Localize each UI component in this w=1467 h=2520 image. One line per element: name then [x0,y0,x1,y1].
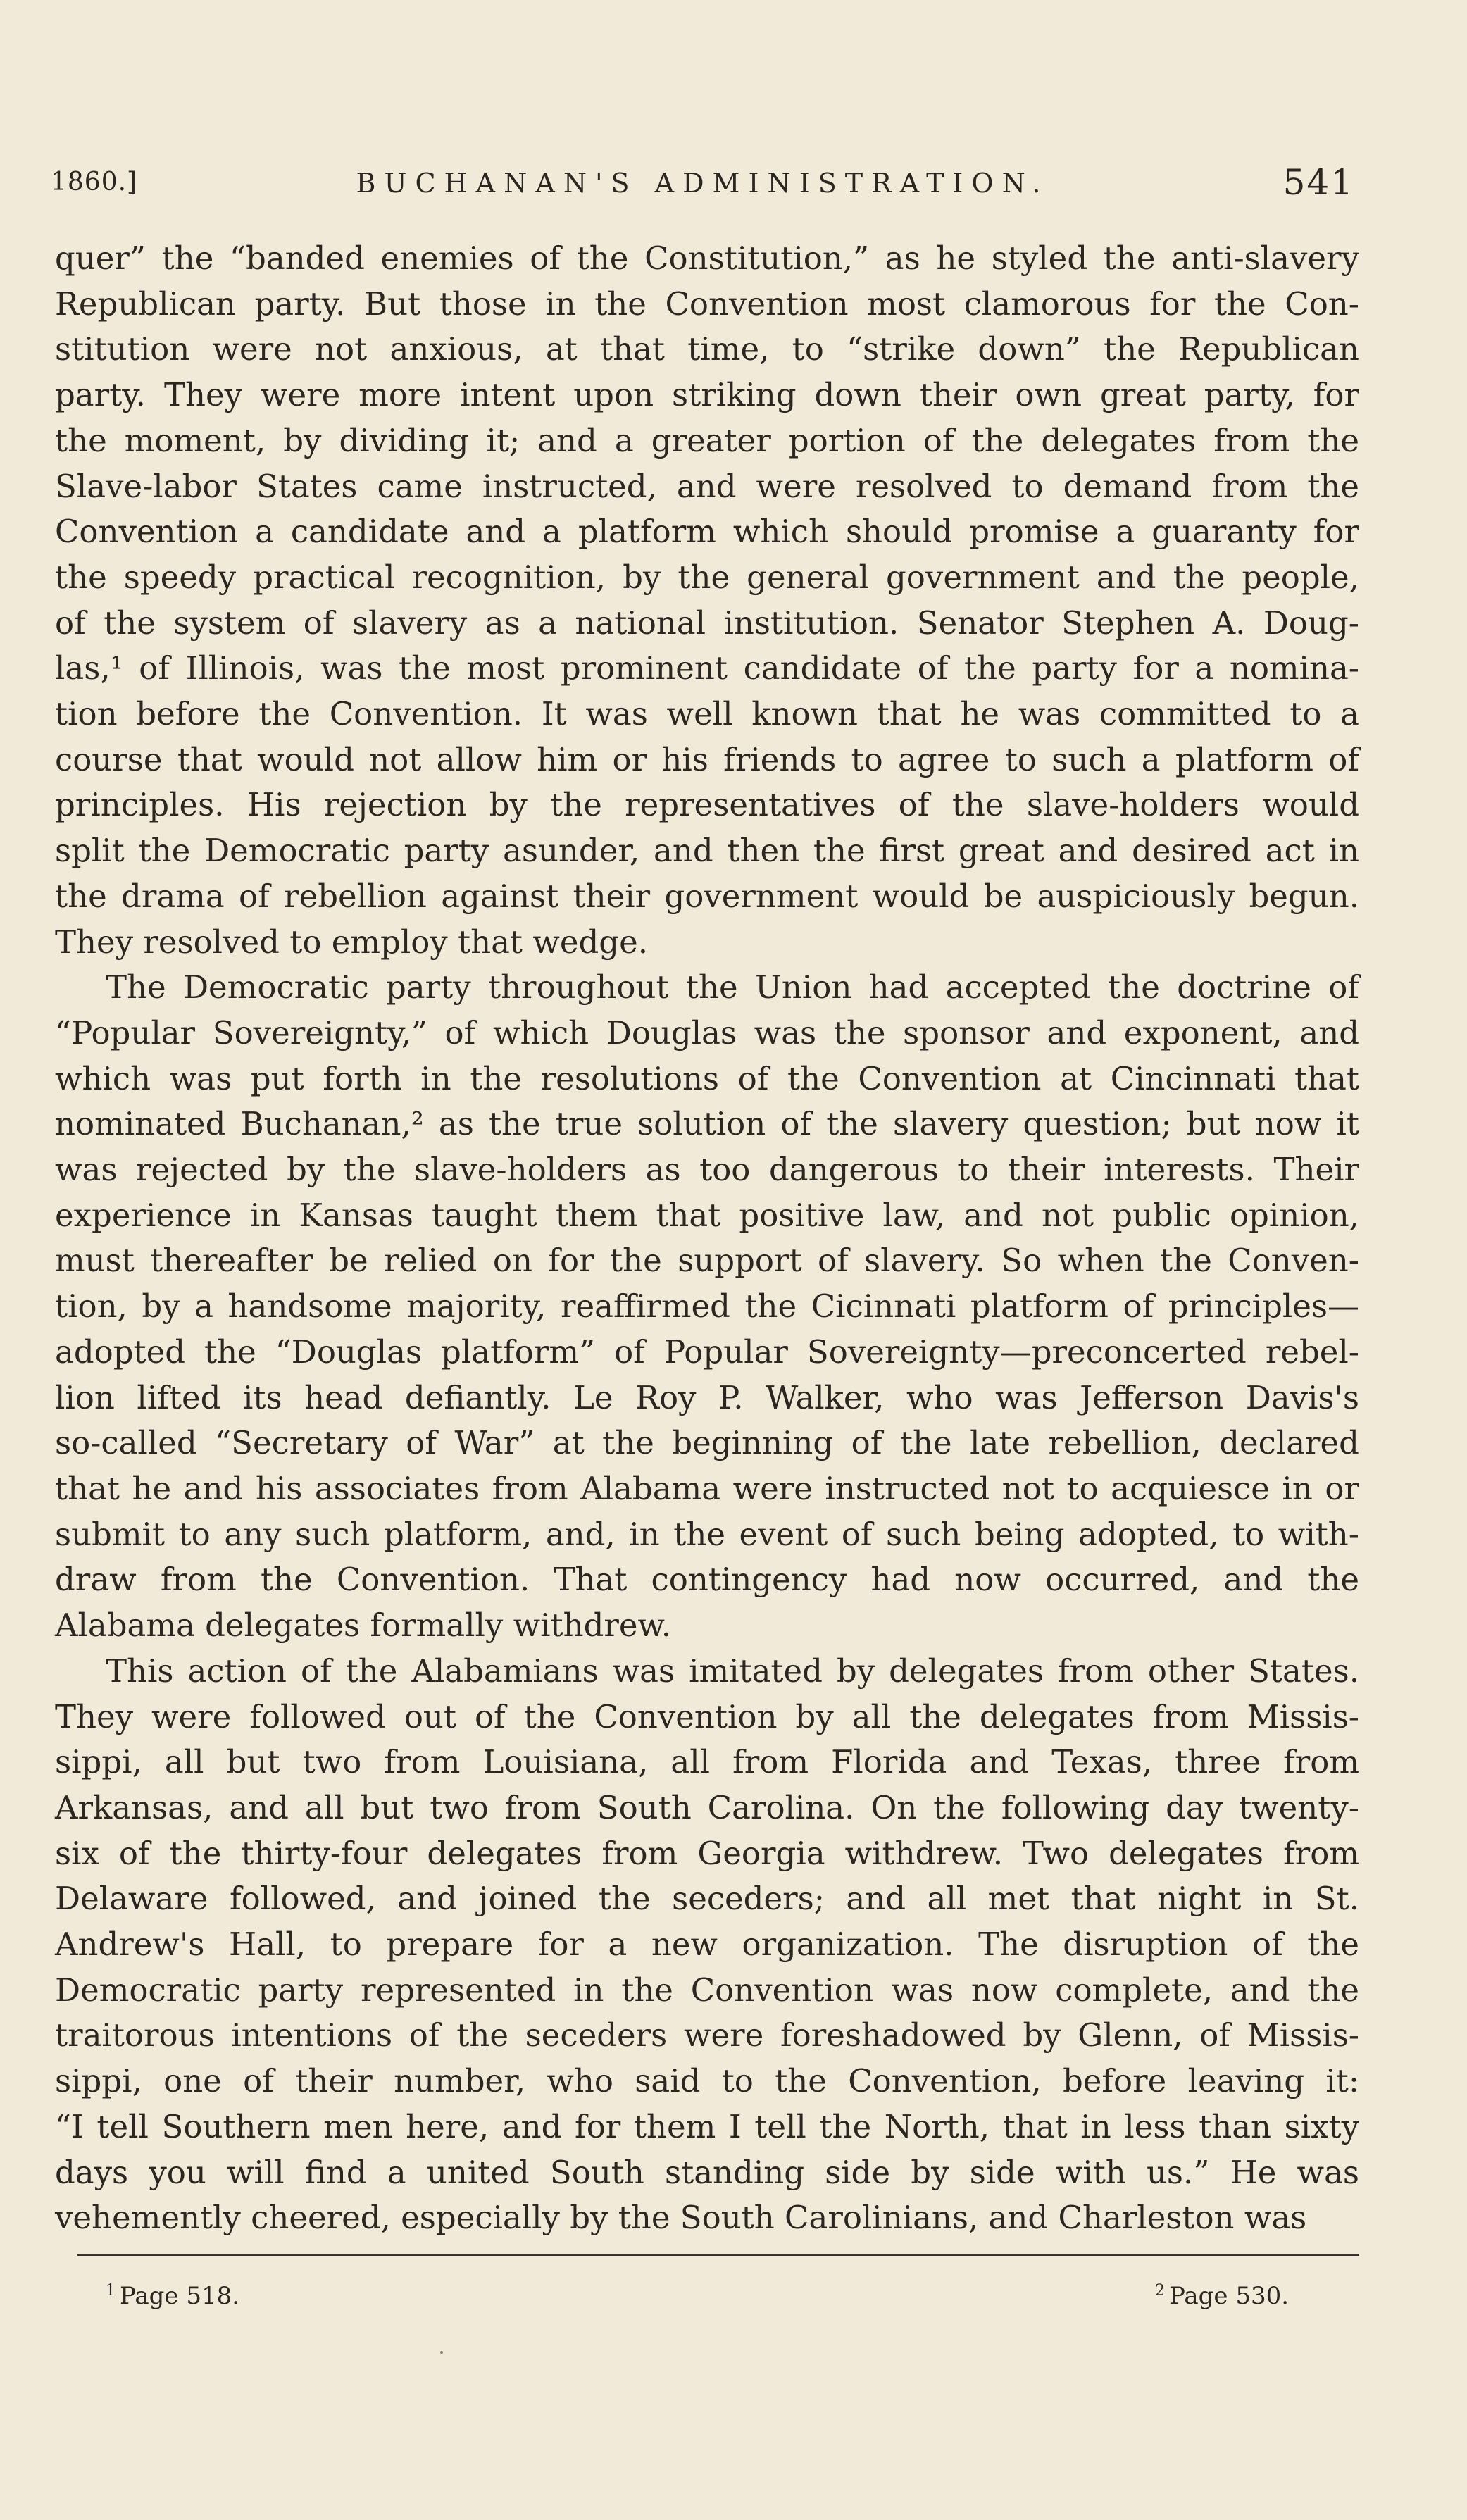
footnote-divider [77,2254,1359,2256]
footnote-2-mark: 2 [1155,2282,1165,2300]
text-line: draw from the Convention. That contingency had now occurred, and the [55,1561,1359,1599]
text-line: “Popular Sovereignty,” of which Douglas was the sponsor and exponent, and [55,1013,1359,1052]
text-line: the drama of rebellion against their government would be auspiciously begun. [55,877,1359,915]
text-line: The Democratic party throughout the Union had accepted the doctrine of [106,968,1359,1006]
text-line: so-called “Secretary of War” at the beginning of the late rebellion, declared [55,1424,1359,1462]
text-line: They resolved to employ that wedge. [55,923,649,961]
text-line: Convention a candidate and a platform which should promise a guaranty for [55,513,1359,551]
text-line: Arkansas, and all but two from South Carolina. On the following day twenty- [55,1788,1359,1826]
paragraph-2 [55,965,1359,1649]
text-line: six of the thirty-four delegates from Georgia withdrew. Two delegates from [55,1834,1359,1872]
text-line: tion before the Convention. It was well known that he was committed to a [55,695,1359,733]
text-line: traitorous intentions of the seceders were foreshadowed by Glenn, of Missis- [55,2016,1359,2054]
text-line: submit to any such platform, and, in the event of such being adopted, to with- [55,1515,1359,1553]
text-line: party. They were more intent upon striking down their own great party, for [55,376,1359,414]
text-line: sippi, one of their number, who said to the Convention, before leaving it: [55,2062,1359,2100]
text-line: This action of the Alabamians was imitated by delegates from other States. [106,1652,1359,1690]
text-line: Alabama delegates formally withdrew. [55,1607,672,1645]
footnote-2-text: Page 530. [1169,2282,1290,2310]
page-number: 541 [1282,162,1354,203]
footnote-1-text: Page 518. [120,2282,240,2310]
text-line: principles. His rejection by the representatives of the slave-holders would [55,786,1359,824]
text-line: las,¹ of Illinois, was the most prominent candidate of the party for a nomina- [55,649,1359,687]
footnote-1 [106,2282,239,2310]
text-line: quer” the “banded enemies of the Constitution,” as he styled the anti-slavery [55,239,1359,277]
text-line: They were followed out of the Convention by all the delegates from Missis- [55,1697,1359,1735]
text-line: Andrew's Hall, to prepare for a new organization. The disruption of the [55,1926,1359,1964]
text-line: experience in Kansas taught them that positive law, and not public opinion, [55,1196,1359,1234]
text-line: the moment, by dividing it; and a greater portion of the delegates from the [55,421,1359,459]
text-line: split the Democratic party asunder, and then the first great and desired act in [55,832,1359,870]
text-line: lion lifted its head defiantly. Le Roy P. Walker, who was Jefferson Davis's [55,1378,1359,1416]
text-line: vehemently cheered, especially by the South Carolinians, and Charleston was [55,2199,1307,2237]
body-text [55,236,1359,2241]
text-line: Democratic party represented in the Convention was now complete, and the [55,1971,1359,2009]
text-line: which was put forth in the resolutions of the Convention at Cincinnati that [55,1059,1359,1097]
text-line: sippi, all but two from Louisiana, all from Florida and Texas, three from [55,1743,1359,1781]
text-line: course that would not allow him or his friends to agree to such a platform of [55,740,1359,778]
text-line: days you will find a united South standing side by side with us.” He was [55,2153,1359,2191]
paragraph-1 [55,236,1359,965]
paper-speck [440,2351,443,2354]
text-line: Delaware followed, and joined the seceders; and all met that night in St. [55,1880,1359,1918]
text-line: tion, by a handsome majority, reaffirmed the Cicinnati platform of principles— [55,1287,1359,1326]
paragraph-3 [55,1649,1359,2241]
running-head [51,162,1354,204]
text-line: that he and his associates from Alabama were instructed not to acquiesce in or [55,1469,1359,1507]
text-line: the speedy practical recognition, by the general government and the people, [55,558,1359,596]
header-year: 1860.] [51,168,138,197]
footnote-1-mark: 1 [106,2282,116,2300]
text-line: of the system of slavery as a national institution. Senator Stephen A. Doug- [55,604,1359,642]
text-line: Slave-labor States came instructed, and were resolved to demand from the [55,467,1359,505]
header-title: BUCHANAN'S ADMINISTRATION. [356,168,1049,199]
text-line: Republican party. But those in the Convention most clamorous for the Con- [55,285,1359,323]
text-line: “I tell Southern men here, and for them I tell the North, that in less than sixty [55,2107,1359,2145]
text-line: adopted the “Douglas platform” of Popular Sovereignty—preconcerted rebel- [55,1333,1359,1371]
text-line: nominated Buchanan,² as the true solution of the slavery question; but now it [55,1105,1359,1143]
text-line: stitution were not anxious, at that time, to “strike down” the Republican [55,330,1359,368]
text-line: was rejected by the slave-holders as too dangerous to their interests. Their [55,1151,1359,1189]
text-line: must thereafter be relied on for the support of slavery. So when the Conven- [55,1242,1359,1280]
footnote-2 [1155,2282,1289,2310]
